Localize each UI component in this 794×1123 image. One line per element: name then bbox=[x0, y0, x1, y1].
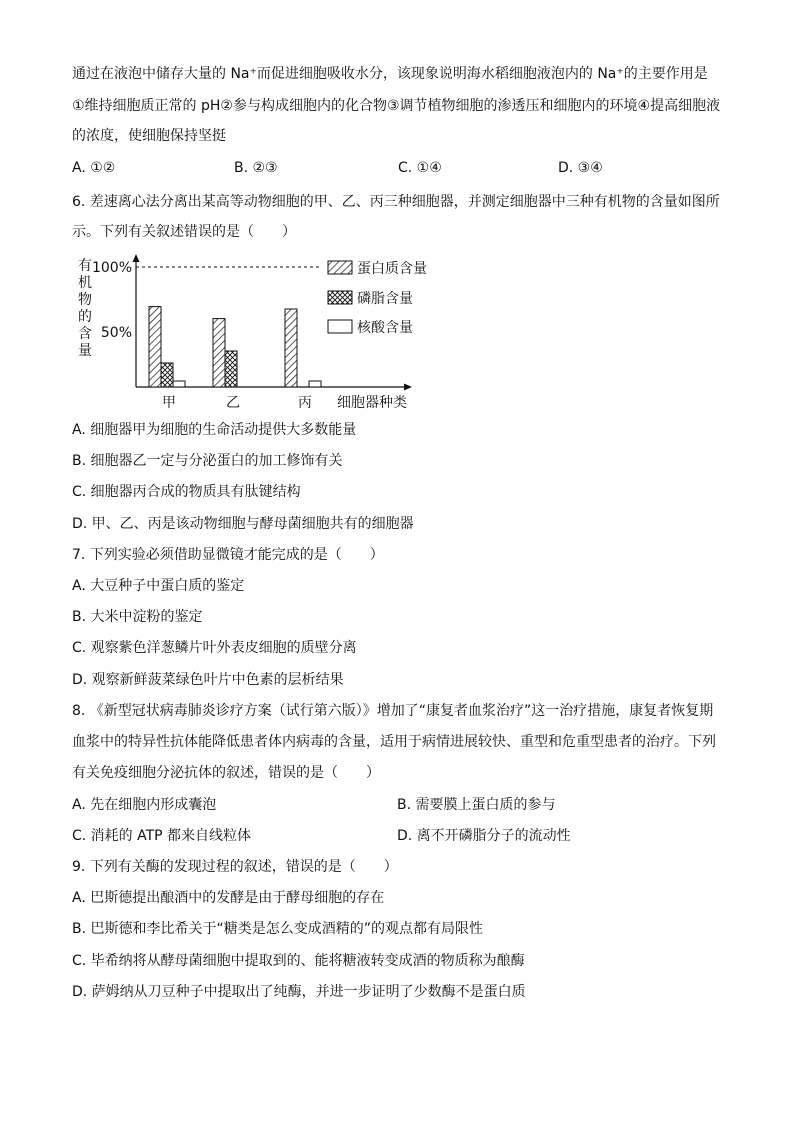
bar-nucleic-acid-3 bbox=[309, 381, 321, 387]
q7-option-b: B. 大米中淀粉的鉴定 bbox=[72, 609, 203, 625]
q6-option-a: A. 细胞器甲为细胞的生命活动提供大多数能量 bbox=[72, 422, 357, 438]
q5-option-c: C. ①④ bbox=[398, 160, 442, 176]
legend-label-nucleic-acid: 核酸含量 bbox=[357, 320, 413, 336]
bar-protein-3 bbox=[285, 309, 297, 387]
y-axis-arrow bbox=[133, 254, 140, 262]
q5-option-b: B. ②③ bbox=[234, 160, 278, 176]
bar-protein-1 bbox=[149, 307, 161, 387]
q8-option-c: C. 消耗的 ATP 都来自线粒体 bbox=[72, 828, 252, 844]
q9-option-b: B. 巴斯德和李比希关于“糖类是怎么变成酒精的”的观点都有局限性 bbox=[72, 921, 484, 937]
q6-stem-line-2: 示。下列有关叙述错误的是（ ） bbox=[72, 224, 296, 240]
q6-option-d: D. 甲、乙、丙是该动物细胞与酵母菌细胞共有的细胞器 bbox=[72, 516, 414, 532]
y-axis-label-char: 机 bbox=[78, 275, 92, 291]
x-axis-label: 细胞器种类 bbox=[337, 395, 407, 411]
q7-option-a: A. 大豆种子中蛋白质的鉴定 bbox=[72, 578, 245, 594]
y-axis-label-char: 物 bbox=[78, 292, 92, 308]
q9-option-c: C. 毕希纳将从酵母菌细胞中提取到的、能将糖液转变成酒的物质称为酿酶 bbox=[72, 953, 525, 969]
q9-stem: 9. 下列有关酶的发现过程的叙述，错误的是（ ） bbox=[72, 859, 398, 875]
legend-label-phospholipid: 磷脂含量 bbox=[357, 291, 413, 307]
bar-nucleic-acid-1 bbox=[173, 381, 185, 387]
q5-option-a: A. ①② bbox=[72, 160, 116, 176]
q5-stem-line-1: 通过在液泡中储存大量的 Na⁺而促进细胞吸收水分，该现象说明海水稻细胞液泡内的 Na⁺的主要作用是 bbox=[72, 66, 708, 82]
q8-option-a: A. 先在细胞内形成囊泡 bbox=[72, 797, 217, 813]
x-tick-label: 丙 bbox=[298, 395, 312, 411]
q7-option-c: C. 观察紫色洋葱鳞片叶外表皮细胞的质壁分离 bbox=[72, 640, 357, 656]
q5-stem-line-2: ①维持细胞质正常的 pH②参与构成细胞内的化合物③调节植物细胞的渗透压和细胞内的环境④提高细胞液 bbox=[72, 98, 721, 114]
q8-stem-line-2: 血浆中的特异性抗体能降低患者体内病毒的含量，适用于病情进展较快、重型和危重型患者的治疗。下列 bbox=[72, 734, 716, 750]
legend-swatch-protein bbox=[328, 261, 352, 274]
y-tick-50: 50% bbox=[100, 325, 132, 341]
y-axis-label bbox=[78, 258, 92, 359]
legend-label-protein: 蛋白质含量 bbox=[357, 261, 427, 277]
bar-phospholipid-1 bbox=[161, 363, 173, 387]
q8-stem-line-3: 有关免疫细胞分泌抗体的叙述，错误的是（ ） bbox=[72, 765, 380, 781]
y-tick-100: 100% bbox=[91, 260, 132, 276]
legend-swatch-nucleic-acid bbox=[328, 320, 352, 333]
q9-option-a: A. 巴斯德提出酿酒中的发酵是由于酵母细胞的存在 bbox=[72, 890, 385, 906]
q6-option-b: B. 细胞器乙一定与分泌蛋白的加工修饰有关 bbox=[72, 453, 343, 469]
q6-stem-line-1: 6. 差速离心法分离出某高等动物细胞的甲、乙、丙三种细胞器，并测定细胞器中三种有机物的含量如图所 bbox=[72, 194, 720, 210]
q8-stem-line-1: 8. 《新型冠状病毒肺炎诊疗方案（试行第六版）》增加了“康复者血浆治疗”这一治疗措施，康复者恢复期 bbox=[72, 703, 714, 719]
organelle-bar-chart bbox=[60, 250, 450, 420]
legend-swatch-phospholipid bbox=[328, 291, 352, 304]
y-axis-label-char: 量 bbox=[78, 343, 92, 359]
bar-phospholipid-2 bbox=[225, 351, 237, 387]
q7-option-d: D. 观察新鲜菠菜绿色叶片中色素的层析结果 bbox=[72, 672, 344, 688]
q6-option-c: C. 细胞器丙合成的物质具有肽键结构 bbox=[72, 484, 301, 500]
q5-stem-line-3: 的浓度，使细胞保持坚挺 bbox=[72, 128, 226, 144]
y-axis-label-char: 有 bbox=[78, 258, 92, 274]
q9-option-d: D. 萨姆纳从刀豆种子中提取出了纯酶，并进一步证明了少数酶不是蛋白质 bbox=[72, 984, 526, 1000]
y-axis-label-char: 含 bbox=[78, 326, 92, 342]
bar-protein-2 bbox=[213, 319, 225, 387]
q7-stem: 7. 下列实验必须借助显微镜才能完成的是（ ） bbox=[72, 547, 384, 563]
x-tick-label: 乙 bbox=[226, 395, 240, 411]
y-axis-label-char: 的 bbox=[78, 309, 92, 325]
q8-option-d: D. 离不开磷脂分子的流动性 bbox=[397, 828, 571, 844]
x-axis-arrow bbox=[404, 384, 412, 391]
x-tick-label: 甲 bbox=[162, 395, 176, 411]
legend bbox=[328, 261, 427, 336]
q8-option-b: B. 需要膜上蛋白质的参与 bbox=[397, 797, 556, 813]
q5-option-d: D. ③④ bbox=[558, 160, 603, 176]
